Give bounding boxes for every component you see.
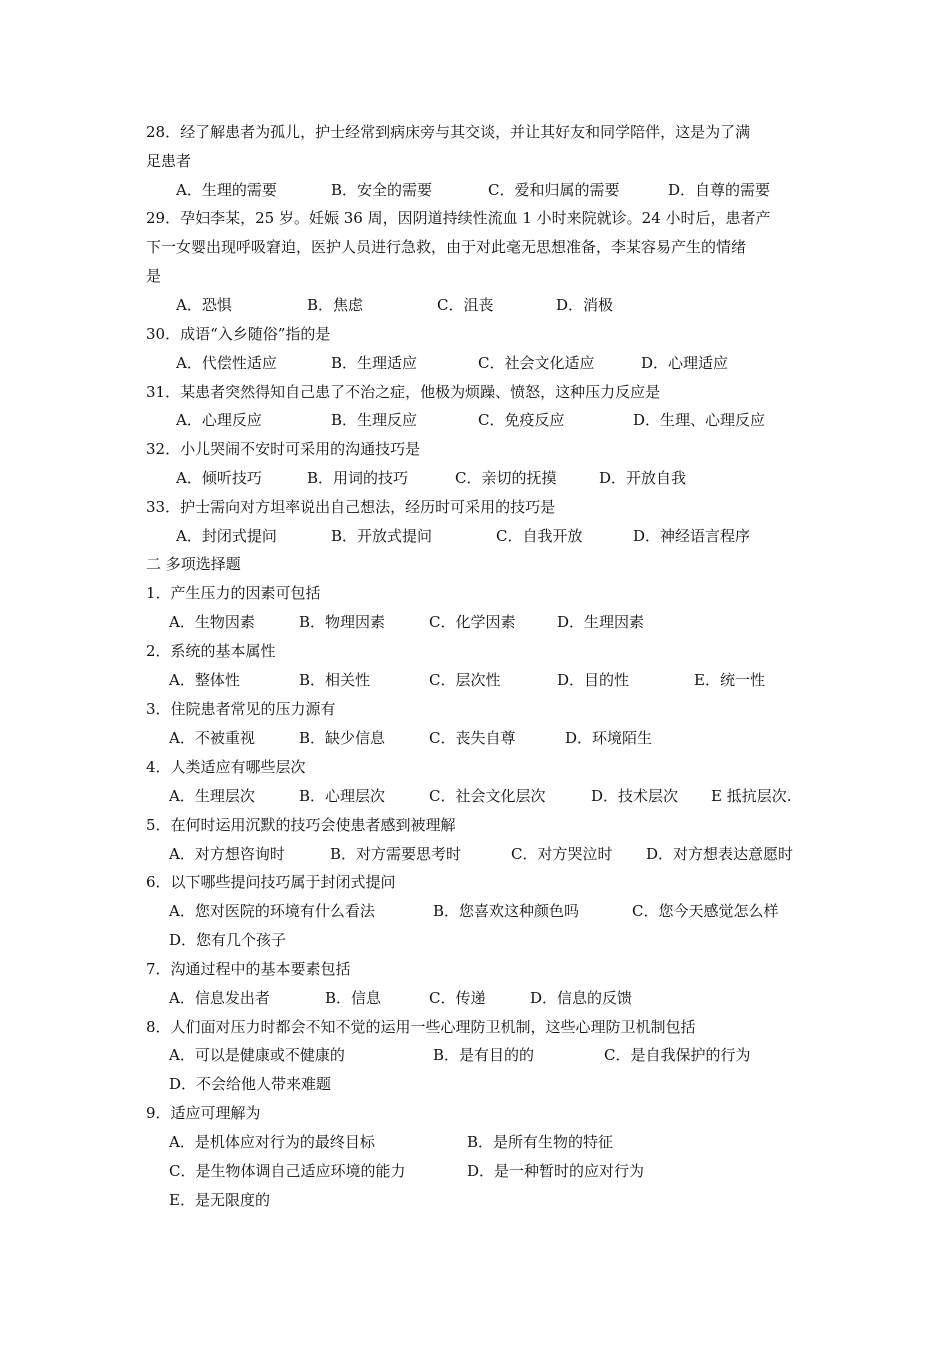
multi-question-8-option-b: B．是有目的的 (433, 1046, 535, 1064)
section-2-title: 二 多项选择题 (146, 555, 241, 573)
question-28-stem-line1: 28．经了解患者为孤儿，护士经常到病床旁与其交谈，并让其好友和同学陪伴，这是为了满 (146, 123, 751, 141)
multi-question-5-option-a: A．对方想咨询时 (169, 845, 285, 863)
question-32-option-d: D．开放自我 (599, 469, 687, 487)
question-29-stem-line3: 是 (146, 267, 162, 285)
multi-question-5-option-d: D．对方想表达意愿时 (646, 845, 794, 863)
question-33-option-a: A．封闭式提问 (176, 527, 277, 545)
multi-question-1-stem: 1．产生压力的因素可包括 (146, 584, 321, 602)
question-32-stem: 32．小儿哭闹不安时可采用的沟通技巧是 (146, 440, 421, 458)
multi-question-7-option-c: C．传递 (429, 989, 486, 1007)
multi-question-9-option-e: E．是无限度的 (169, 1191, 270, 1209)
question-31-option-c: C．免疫反应 (478, 411, 565, 429)
multi-question-2-option-c: C．层次性 (429, 671, 501, 689)
multi-question-1-option-d: D．生理因素 (557, 613, 645, 631)
question-33-option-b: B．开放式提问 (331, 527, 433, 545)
multi-question-2-stem: 2．系统的基本属性 (146, 642, 276, 660)
multi-question-5-option-c: C．对方哭泣时 (511, 845, 613, 863)
question-29-stem-line1: 29．孕妇李某，25 岁。妊娠 36 周，因阴道持续性流血 1 小时来院就诊。24 小时后，患者产 (146, 209, 771, 227)
question-29-option-d: D．消极 (556, 296, 614, 314)
multi-question-7-option-b: B．信息 (325, 989, 382, 1007)
question-30-option-b: B．生理适应 (331, 354, 418, 372)
question-30-option-c: C．社会文化适应 (478, 354, 595, 372)
question-28-option-b: B．安全的需要 (331, 181, 433, 199)
multi-question-8-option-d: D．不会给他人带来难题 (169, 1075, 332, 1093)
multi-question-2-option-b: B．相关性 (299, 671, 371, 689)
multi-question-7-option-a: A．信息发出者 (169, 989, 270, 1007)
multi-question-3-option-a: A．不被重视 (169, 729, 255, 747)
multi-question-6-option-b: B．您喜欢这种颜色吗 (433, 902, 580, 920)
multi-question-9-stem: 9．适应可理解为 (146, 1104, 261, 1122)
multi-question-6-option-d: D．您有几个孩子 (169, 931, 287, 949)
multi-question-4-option-d: D．技术层次 (591, 787, 679, 805)
multi-question-5-option-b: B．对方需要思考时 (330, 845, 462, 863)
multi-question-1-option-c: C．化学因素 (429, 613, 516, 631)
multi-question-4-option-a: A．生理层次 (169, 787, 255, 805)
question-31-option-a: A．心理反应 (176, 411, 262, 429)
question-29-option-c: C．沮丧 (437, 296, 494, 314)
multi-question-9-option-a: A．是机体应对行为的最终目标 (169, 1133, 375, 1151)
multi-question-5-stem: 5．在何时运用沉默的技巧会使患者感到被理解 (146, 816, 456, 834)
question-29-option-a: A．恐惧 (176, 296, 232, 314)
question-30-stem: 30．成语“入乡随俗”指的是 (146, 325, 331, 343)
multi-question-4-stem: 4．人类适应有哪些层次 (146, 758, 306, 776)
question-32-option-b: B．用词的技巧 (307, 469, 409, 487)
question-31-stem: 31．某患者突然得知自己患了不治之症，他极为烦躁、愤怒，这种压力反应是 (146, 383, 661, 401)
question-29-stem-line2: 下一女婴出现呼吸窘迫，医护人员进行急救，由于对此毫无思想准备，李某容易产生的情绪 (146, 238, 747, 256)
question-30-option-a: A．代偿性适应 (176, 354, 277, 372)
multi-question-2-option-d: D．目的性 (557, 671, 630, 689)
multi-question-9-option-d: D．是一种暂时的应对行为 (467, 1162, 645, 1180)
multi-question-1-option-a: A．生物因素 (169, 613, 255, 631)
multi-question-7-option-d: D．信息的反馈 (530, 989, 633, 1007)
multi-question-8-option-a: A．可以是健康或不健康的 (169, 1046, 345, 1064)
question-28-option-c: C．爱和归属的需要 (488, 181, 620, 199)
multi-question-7-stem: 7．沟通过程中的基本要素包括 (146, 960, 351, 978)
question-33-stem: 33．护士需向对方坦率说出自己想法，经历时可采用的技巧是 (146, 498, 556, 516)
multi-question-4-option-e: E 抵抗层次. (711, 787, 792, 805)
question-32-option-a: A．倾听技巧 (176, 469, 262, 487)
question-31-option-d: D．生理、心理反应 (633, 411, 766, 429)
question-32-option-c: C．亲切的抚摸 (455, 469, 557, 487)
multi-question-4-option-b: B．心理层次 (299, 787, 386, 805)
multi-question-9-option-c: C．是生物体调自己适应环境的能力 (169, 1162, 406, 1180)
question-31-option-b: B．生理反应 (331, 411, 418, 429)
multi-question-3-option-b: B．缺少信息 (299, 729, 386, 747)
multi-question-1-option-b: B．物理因素 (299, 613, 386, 631)
multi-question-6-stem: 6．以下哪些提问技巧属于封闭式提问 (146, 873, 396, 891)
multi-question-2-option-a: A．整体性 (169, 671, 240, 689)
question-33-option-d: D．神经语言程序 (633, 527, 751, 545)
multi-question-3-stem: 3．住院患者常见的压力源有 (146, 700, 336, 718)
question-28-stem-line2: 足患者 (146, 152, 192, 170)
multi-question-8-stem: 8．人们面对压力时都会不知不觉的运用一些心理防卫机制，这些心理防卫机制包括 (146, 1018, 696, 1036)
question-30-option-d: D．心理适应 (641, 354, 729, 372)
multi-question-6-option-a: A．您对医院的环境有什么看法 (169, 902, 375, 920)
multi-question-9-option-b: B．是所有生物的特征 (467, 1133, 614, 1151)
question-28-option-a: A．生理的需要 (176, 181, 277, 199)
multi-question-3-option-d: D．环境陌生 (565, 729, 653, 747)
multi-question-4-option-c: C．社会文化层次 (429, 787, 546, 805)
question-28-option-d: D．自尊的需要 (668, 181, 771, 199)
question-33-option-c: C．自我开放 (496, 527, 583, 545)
multi-question-3-option-c: C．丧失自尊 (429, 729, 516, 747)
multi-question-8-option-c: C．是自我保护的行为 (604, 1046, 751, 1064)
question-29-option-b: B．焦虑 (307, 296, 364, 314)
multi-question-6-option-c: C．您今天感觉怎么样 (632, 902, 779, 920)
multi-question-2-option-e: E．统一性 (694, 671, 765, 689)
